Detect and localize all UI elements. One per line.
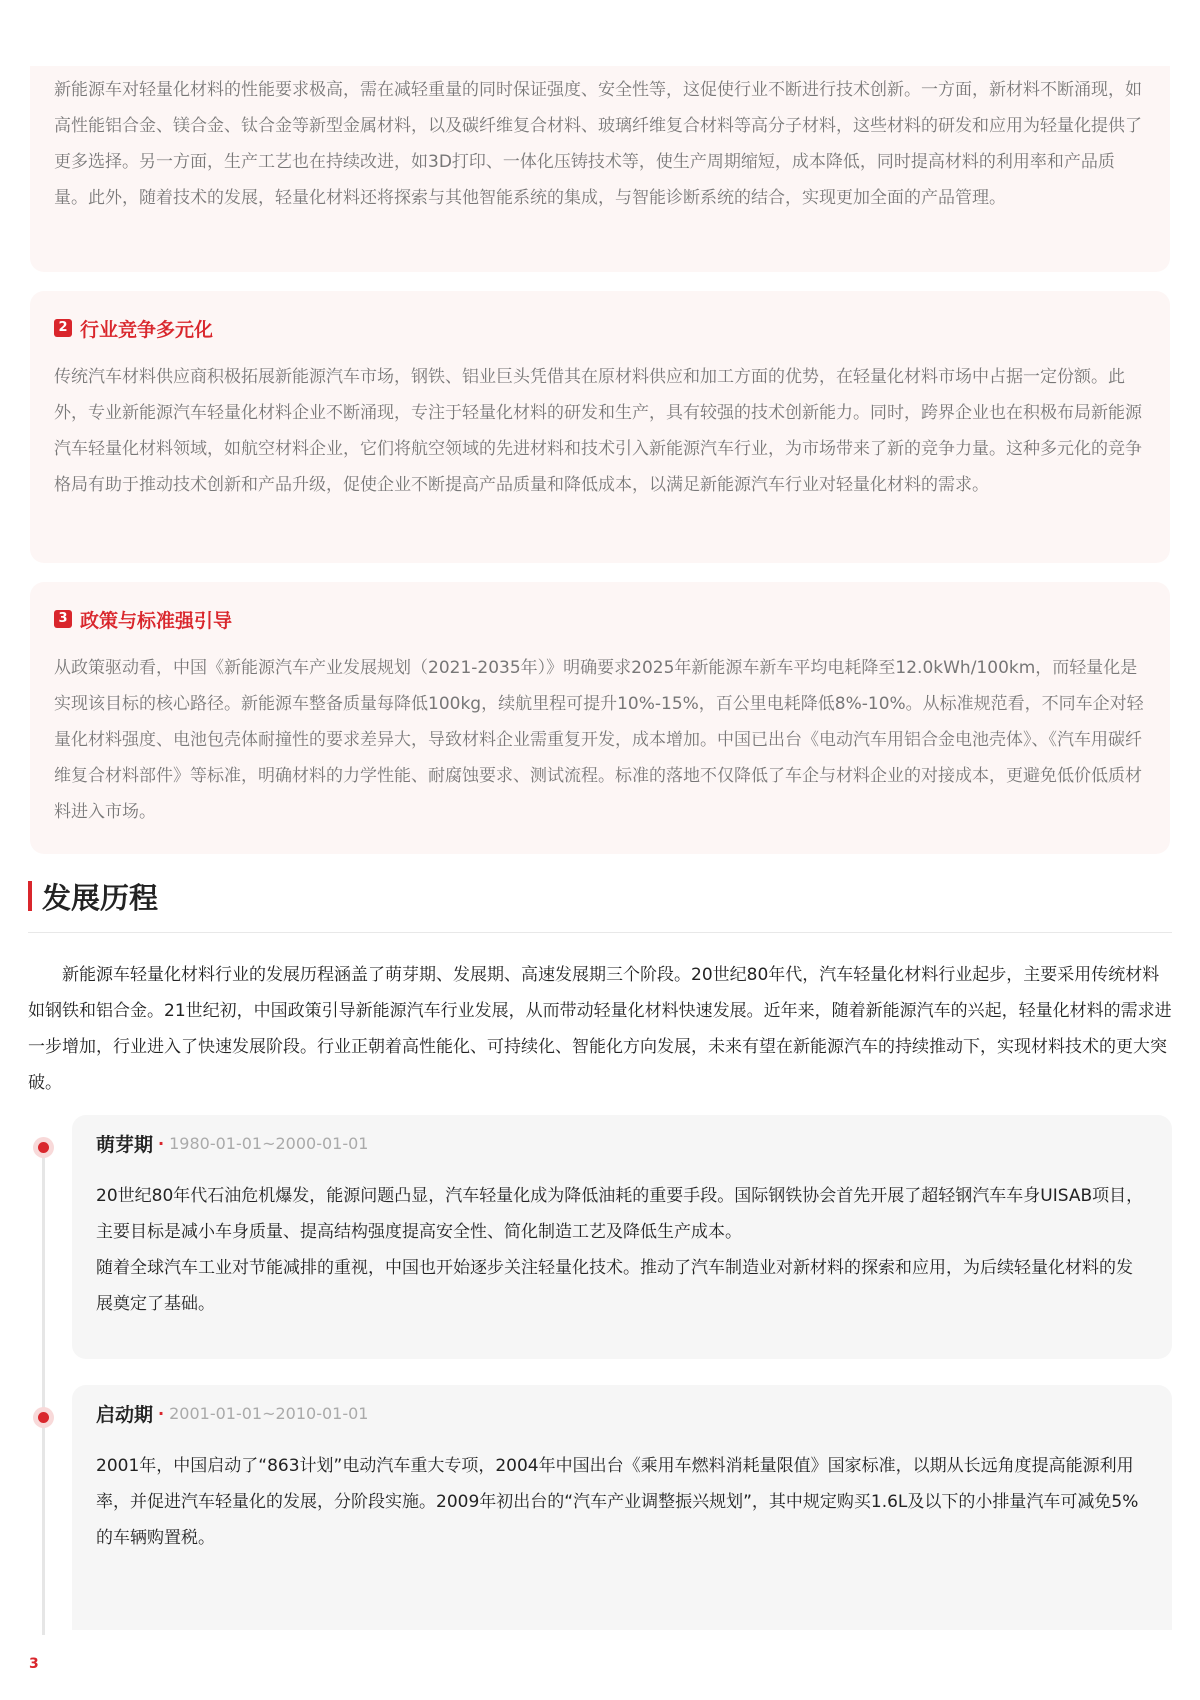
section-accent-bar [28, 881, 32, 911]
stage-paragraph: 随着全球汽车工业对节能减排的重视，中国也开始逐步关注轻量化技术。推动了汽车制造业对新材料的探索和应用，为后续轻量化材料的发展奠定了基础。 [96, 1258, 1133, 1314]
stage-paragraph: 20世纪80年代石油危机爆发，能源问题凸显，汽车轻量化成为降低油耗的重要手段。国际钢铁协会首先开展了超轻钢汽车车身UISAB项目，主要目标是减小车身质量、提高结构强度提高安全性、简化制造工艺及降低生产成本。 [96, 1186, 1144, 1242]
number-badge: 3 [54, 610, 72, 628]
card-title: 行业竞争多元化 [80, 318, 214, 341]
section-title: 发展历程 [42, 880, 159, 915]
separator-dot: · [158, 1133, 165, 1153]
separator-dot: · [158, 1403, 165, 1423]
section-divider [28, 932, 1172, 933]
number-badge: 2 [54, 319, 72, 337]
card-title: 政策与标准强引导 [80, 609, 233, 632]
stage-name: 启动期 [96, 1403, 154, 1426]
timeline-item-header [96, 1126, 1148, 1160]
timeline-line [42, 1145, 45, 1635]
card-header [54, 311, 1146, 345]
stage-date-range: 1980-01-01~2000-01-01 [169, 1133, 369, 1153]
card-header [54, 602, 1146, 636]
timeline-dot [33, 1407, 54, 1428]
card-technology-innovation [30, 66, 1170, 272]
section-heading [28, 876, 158, 916]
timeline-item-header [96, 1396, 1148, 1430]
timeline-dot [33, 1137, 54, 1158]
stage-paragraph: 2001年，中国启动了“863计划”电动汽车重大专项，2004年中国出台《乘用车燃料消耗量限值》国家标准，以期从长远角度提高能源利用率，并促进汽车轻量化的发展，分阶段实施。2009年初出台的“汽车产业调整振兴规划”，其中规定购买1.6L及以下的小排量汽车可减免5%的车辆购置税。 [96, 1456, 1139, 1548]
card-body: 传统汽车材料供应商积极拓展新能源汽车市场，钢铁、铝业巨头凭借其在原材料供应和加工方面的优势，在轻量化材料市场中占据一定份额。此外，专业新能源汽车轻量化材料企业不断涌现，专注于轻量化材料的研发和生产，具有较强的技术创新能力。同时，跨界企业也在积极布局新能源汽车轻量化材料领域，如航空材料企业，它们将航空领域的先进材料和技术引入新能源汽车行业，为市场带来了新的竞争力量。这种多元化的竞争格局有助于推动技术创新和产品升级，促使企业不断提高产品质量和降低成本，以满足新能源汽车行业对轻量化材料的需求。 [54, 367, 1142, 495]
card-body: 新能源车对轻量化材料的性能要求极高，需在减轻重量的同时保证强度、安全性等，这促使行业不断进行技术创新。一方面，新材料不断涌现，如高性能铝合金、镁合金、钛合金等新型金属材料，以及碳纤维复合材料、玻璃纤维复合材料等高分子材料，这些材料的研发和应用为轻量化提供了更多选择。另一方面，生产工艺也在持续改进，如3D打印、一体化压铸技术等，使生产周期缩短，成本降低，同时提高材料的利用率和产品质量。此外，随着技术的发展，轻量化材料还将探索与其他智能系统的集成，与智能诊断系统的结合，实现更加全面的产品管理。 [54, 80, 1142, 208]
card-body: 从政策驱动看，中国《新能源汽车产业发展规划（2021-2035年）》明确要求2025年新能源车新车平均电耗降至12.0kWh/100km，而轻量化是实现该目标的核心路径。新能源车整备质量每降低100kg，续航里程可提升10%-15%，百公里电耗降低8%-10%。从标准规范看，不同车企对轻量化材料强度、电池包壳体耐撞性的要求差异大，导致材料企业需重复开发，成本增加。中国已出台《电动汽车用铝合金电池壳体》、《汽车用碳纤维复合材料部件》等标准，明确材料的力学性能、耐腐蚀要求、测试流程。标准的落地不仅降低了车企与材料企业的对接成本，更避免低价低质材料进入市场。 [54, 658, 1144, 822]
timeline-item [72, 1115, 1172, 1359]
timeline-item [72, 1385, 1172, 1630]
stage-name: 萌芽期 [96, 1133, 154, 1156]
section-intro: 新能源车轻量化材料行业的发展历程涵盖了萌芽期、发展期、高速发展期三个阶段。20世纪80年代，汽车轻量化材料行业起步，主要采用传统材料如钢铁和铝合金。21世纪初，中国政策引导新能源汽车行业发展，从而带动轻量化材料快速发展。近年来，随着新能源汽车的兴起，轻量化材料的需求进一步增加，行业进入了快速发展阶段。行业正朝着高性能化、可持续化、智能化方向发展，未来有望在新能源汽车的持续推动下，实现材料技术的更大突破。 [28, 965, 1172, 1093]
stage-date-range: 2001-01-01~2010-01-01 [169, 1403, 369, 1423]
card-competition [30, 291, 1170, 563]
card-policy [30, 582, 1170, 854]
page-number: 3 [29, 1656, 39, 1672]
